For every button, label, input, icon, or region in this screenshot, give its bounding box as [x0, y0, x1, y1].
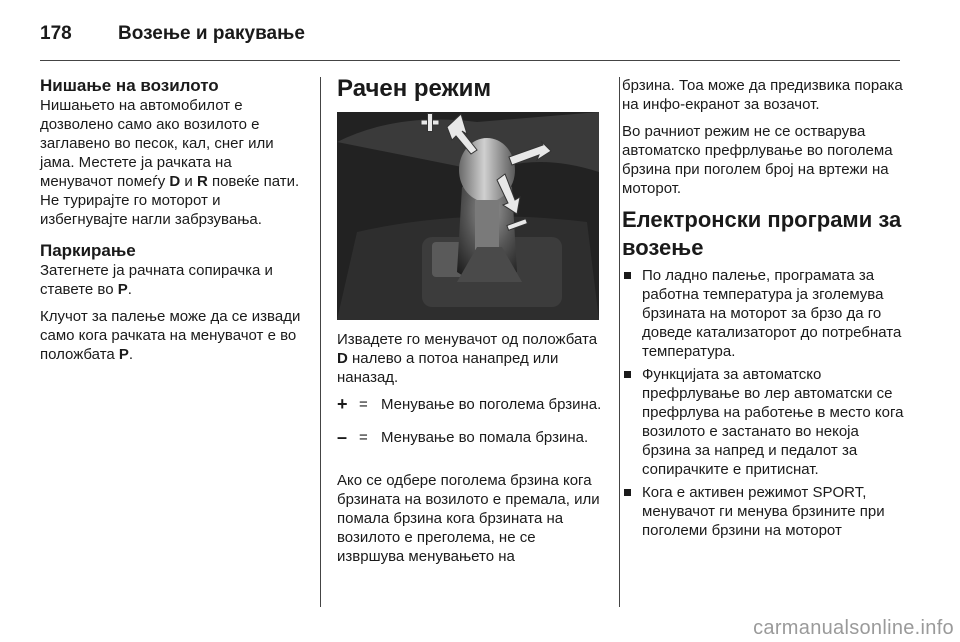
- parking-paragraph-2: [40, 307, 302, 364]
- column-divider-1: [320, 77, 321, 607]
- page-header: [40, 14, 305, 54]
- watermark: carmanualsonline.info: [753, 617, 954, 639]
- bullet-square-icon: [624, 371, 631, 378]
- gear-p-label-2: P: [118, 346, 129, 363]
- list-item-text: Кога е активен режимот SPORT, менувачот ги менува брзините при поголеми брзини на моторот: [642, 484, 885, 539]
- gear-lever-illustration: [337, 112, 599, 320]
- plus-icon: +: [337, 394, 348, 414]
- list-item: [622, 365, 907, 479]
- caption-text-1: Извадете го менувачот од положбата: [337, 331, 598, 348]
- section-heading-electronic-programs: Електронски програми за возење: [622, 207, 902, 260]
- rocking-text: Нишањето на автомобилот е дозволено само ако возилото е заглавено во песок, кал, снег или јама. Местете ја рачката на менувачот помеѓу: [40, 97, 274, 190]
- legend-text-plus: Менување во поголема брзина.: [381, 396, 602, 413]
- manual-mode-paragraph: Ако се одбере поголема брзина кога брзината на возилото е премала, или помала брзина кога брзината на возилото е преголема, не се извршува менувањето на: [337, 472, 600, 565]
- list-item: [622, 266, 907, 361]
- gear-d-label: D: [169, 173, 181, 190]
- header-divider: [40, 60, 900, 61]
- parking-paragraph-1: [40, 261, 302, 299]
- rocking-paragraph: [40, 96, 302, 229]
- section-heading-manual-mode: Рачен режим: [337, 75, 492, 102]
- bullet-square-icon: [624, 272, 631, 279]
- parking-period-2: .: [128, 346, 134, 363]
- list-item-text: Функцијата за автоматско префрлување во лер автоматски се префрлува на работење в место кога возилото е застанато во некоја брзина за напред и педалот за сопирачките е притиснат.: [642, 366, 904, 478]
- legend-equals-2: =: [359, 429, 368, 446]
- column-left: [40, 76, 302, 372]
- legend-row-plus: [337, 395, 605, 414]
- section-heading-rocking: Нишање на возилото: [40, 76, 219, 95]
- legend-equals: =: [359, 396, 368, 413]
- list-item: [622, 483, 907, 540]
- column-divider-2: [619, 77, 620, 607]
- caption-text-2: налево а потоа нанапред или наназад.: [337, 350, 559, 386]
- gear-lever-photo: [337, 112, 599, 320]
- column-right: [622, 76, 907, 544]
- rocking-and: и: [180, 173, 197, 190]
- column-middle: [337, 76, 605, 574]
- minus-icon: –: [337, 427, 348, 447]
- gear-r-label: R: [196, 173, 208, 190]
- section-heading-parking: Паркирање: [40, 241, 136, 260]
- electronic-programs-list: [622, 266, 907, 540]
- bullet-square-icon: [624, 489, 631, 496]
- rocking-text-2: повеќе пати. Не турирајте го моторот и избегнувајте нагли забрзувања.: [40, 173, 300, 228]
- parking-period-1: .: [127, 281, 132, 298]
- legend-row-minus: [337, 428, 605, 447]
- page-number: 178: [40, 23, 72, 44]
- list-item-text: По ладно палење, програмата за работна температура ја зголемува брзината на моторот за брзо да го доведе катализаторот до потребната температура.: [642, 267, 902, 360]
- gear-p-label: P: [117, 281, 128, 298]
- caption-gear-d: D: [337, 350, 348, 367]
- manual-mode-caption: [337, 330, 605, 387]
- page-title: Возење и ракување: [118, 23, 305, 44]
- continuation-paragraph: брзина. Тоа може да предизвика порака на инфо-екранот за возачот.: [622, 77, 903, 113]
- parking-text-1: Затегнете ја рачната сопирачка и ставете во: [40, 262, 273, 298]
- parking-text-2: Клучот за палење може да се извади само кога рачката на менувачот е во положбата: [40, 308, 301, 363]
- manual-mode-note: Во рачниот режим не се остварува автоматско префрлување во поголема брзина при поголем број на вртежи на моторот.: [622, 123, 893, 197]
- legend-text-minus: Менување во помала брзина.: [381, 429, 589, 446]
